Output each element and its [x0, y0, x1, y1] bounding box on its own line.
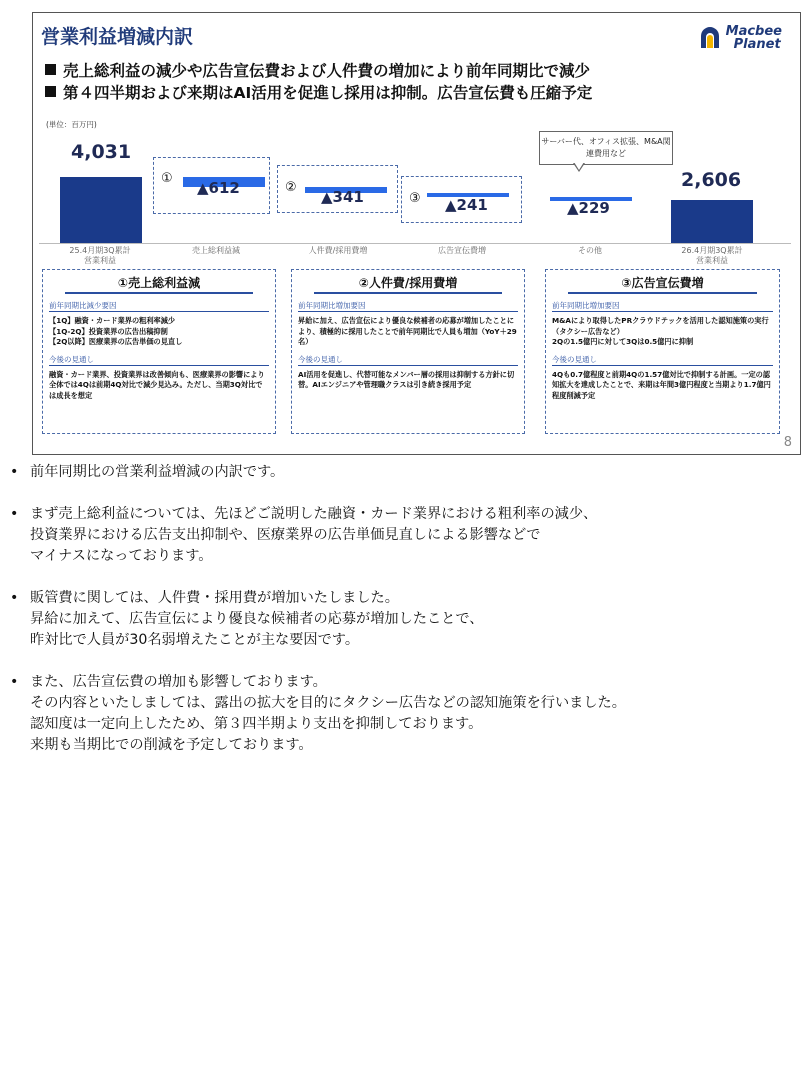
panel-gross-profit [42, 269, 276, 434]
chart-baseline [39, 243, 791, 244]
note-text [30, 588, 483, 651]
section-label: 今後の見通し [552, 354, 773, 366]
note-line: 投資業界における広告支出抑制や、医療業界の広告単価見直しによる影響などで [30, 527, 541, 543]
note-line: 前年同期比の営業利益増減の内訳です。 [30, 464, 285, 480]
bullet-icon: • [10, 506, 19, 522]
note-line: まず売上総利益については、先ほどご説明した融資・カード業界における粗利率の減少、 [30, 506, 598, 522]
marker-1: ① [161, 171, 173, 186]
panel-personnel-cost [291, 269, 525, 434]
note-line: 昨対比で人員が30名弱増えたことが主な要因です。 [30, 632, 360, 648]
section-label: 前年同期比増加要因 [552, 300, 773, 312]
value-label-gross: ▲612 [197, 179, 240, 197]
unit-label: (単位：百万円) [46, 120, 97, 129]
callout-tail-inner [574, 162, 584, 170]
bullet-icon: • [10, 590, 19, 606]
panel-advertising-cost [545, 269, 780, 434]
headline-1-text: 売上総利益の減少や広告宣伝費および人件費の増加により前年同期比で減少 [63, 62, 591, 80]
value-label-advertising: ▲241 [445, 196, 488, 214]
panel-title: ②人件費/採用費増 [314, 274, 502, 294]
note-line: 認知度は一定向上したため、第３四半期より支出を抑制しております。 [30, 716, 483, 732]
section-label: 前年同期比減少要因 [49, 300, 269, 312]
value-label-other: ▲229 [567, 199, 610, 217]
section-label: 今後の見通し [49, 354, 269, 366]
category-label: 売上総利益減 [192, 246, 240, 255]
marker-2: ② [285, 180, 297, 195]
headline-2-text: 第４四半期および来期はAI活用を促進し採用は抑制。広告宣伝費も圧縮予定 [63, 84, 593, 102]
bullet-icon: • [10, 464, 19, 480]
note-item [10, 672, 800, 756]
slide-title: 営業利益増減内訳 [41, 26, 194, 48]
logo-text-line1: Macbee [725, 24, 782, 39]
value-label-end: 2,606 [681, 169, 742, 191]
note-line: 来期も当期比での削減を予定しております。 [30, 737, 313, 753]
slide [32, 12, 801, 455]
category-label: 26.4月期3Q累計 営業利益 [681, 246, 743, 265]
section-text: AI活用を促進し、代替可能なメンバー層の採用は抑制する方針に切替。AIエンジニアや管理職クラスは引き続き採用予定 [298, 369, 515, 389]
section-text: 融資・カード業界、投資業界は改善傾向も、医療業界の影響により全体では4Qは前期4Q対比で減少見込み。ただし、当期3Q対比では成長を想定 [49, 369, 265, 400]
value-label-start: 4,031 [71, 141, 132, 163]
note-item [10, 588, 800, 651]
value-label-personnel: ▲341 [321, 188, 364, 206]
category-label: 人件費/採用費増 [308, 246, 368, 255]
section-text: 昇給に加え、広告宣伝により優良な候補者の応募が増加したことにより、積極的に採用したことで前年同期比で人員も増加（YoY＋29名） [298, 316, 517, 346]
note-line: 昇給に加えて、広告宣伝により優良な候補者の応募が増加したことで、 [30, 611, 484, 627]
bullet-icon: • [10, 674, 19, 690]
note-item [10, 462, 800, 483]
note-text [30, 672, 626, 756]
waterfall-chart [33, 13, 802, 283]
section-label: 今後の見通し [298, 354, 518, 366]
section-text: M&Aにより取得したPRクラウドテックを活用した認知施策の実行（タクシー広告など） 2Qの1.5億円に対して3Qは0.5億円に抑制 [552, 316, 769, 346]
note-text [30, 462, 284, 483]
note-line: マイナスになっております。 [30, 548, 213, 564]
section-text: 4Qも0.7億程度と前期4Qの1.57億対比で抑制する計画。一定の認知拡大を達成したことで、来期は年間3億円程度と当期より1.7億円程度削減予定 [552, 369, 771, 400]
note-item [10, 504, 800, 567]
category-label: 広告宣伝費増 [438, 246, 486, 255]
bar-start-profit [60, 177, 142, 243]
panel-title: ①売上総利益減 [65, 274, 253, 294]
marker-3: ③ [409, 191, 421, 206]
note-line: また、広告宣伝費の増加も影響しております。 [30, 674, 327, 690]
speaker-notes [10, 462, 800, 777]
category-label: 25.4月期3Q累計 営業利益 [69, 246, 131, 265]
bar-end-profit [671, 200, 753, 243]
note-line: その内容といたしましては、露出の拡大を目的にタクシー広告などの認知施策を行いました。 [30, 695, 626, 711]
callout-other-costs: サーバー代、オフィス拡張、M&A関連費用など [539, 131, 673, 165]
panel-title: ③広告宣伝費増 [568, 274, 757, 294]
section-text: 【1Q】融資・カード業界の粗利率減少 【1Q-2Q】投資業界の広告出稿抑制 【2Q以降】医療業界の広告単価の見直し [49, 316, 183, 346]
category-label: その他 [578, 246, 602, 255]
note-line: 販管費に関しては、人件費・採用費が増加いたしました。 [30, 590, 399, 606]
section-label: 前年同期比増加要因 [298, 300, 518, 312]
note-text [30, 504, 597, 567]
page-number: 8 [783, 435, 792, 450]
logo-text-line2: Planet [733, 37, 781, 52]
